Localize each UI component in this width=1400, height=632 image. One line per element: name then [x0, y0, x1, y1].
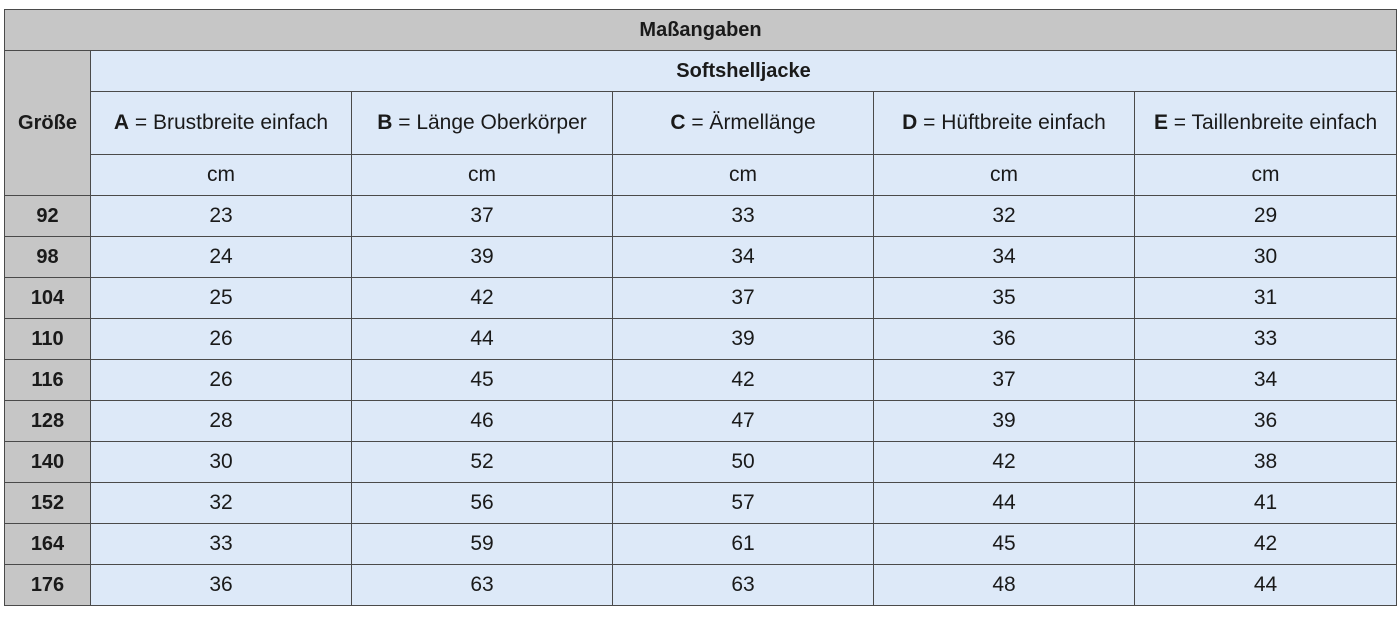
column-label: = Länge Oberkörper [392, 111, 587, 134]
value-cell: 45 [874, 524, 1135, 565]
value-cell: 45 [352, 360, 613, 401]
value-cell: 39 [613, 319, 874, 360]
value-cell: 48 [874, 565, 1135, 606]
size-cell: 104 [5, 278, 91, 319]
value-cell: 23 [91, 196, 352, 237]
value-cell: 37 [613, 278, 874, 319]
size-cell: 176 [5, 565, 91, 606]
column-header-c [613, 92, 874, 155]
value-cell: 39 [352, 237, 613, 278]
size-cell: 128 [5, 401, 91, 442]
value-cell: 28 [91, 401, 352, 442]
value-cell: 44 [352, 319, 613, 360]
value-cell: 32 [874, 196, 1135, 237]
value-cell: 36 [91, 565, 352, 606]
column-letter: A [113, 111, 130, 134]
value-cell: 59 [352, 524, 613, 565]
value-cell: 42 [874, 442, 1135, 483]
unit-cell: cm [613, 155, 874, 196]
value-cell: 35 [874, 278, 1135, 319]
value-cell: 38 [1135, 442, 1397, 483]
column-header-d [874, 92, 1135, 155]
value-cell: 63 [613, 565, 874, 606]
value-cell: 52 [352, 442, 613, 483]
table-row [5, 319, 1397, 360]
table-row [5, 360, 1397, 401]
value-cell: 30 [1135, 237, 1397, 278]
value-cell: 39 [874, 401, 1135, 442]
column-letter: E [1153, 111, 1168, 134]
column-letter: B [377, 111, 393, 134]
table-row [5, 524, 1397, 565]
value-cell: 29 [1135, 196, 1397, 237]
value-cell: 34 [613, 237, 874, 278]
table-row [5, 196, 1397, 237]
table-row [5, 442, 1397, 483]
value-cell: 46 [352, 401, 613, 442]
value-cell: 44 [1135, 565, 1397, 606]
column-label: = Taillenbreite einfach [1167, 111, 1378, 134]
column-label: = Ärmellänge [685, 111, 816, 134]
column-header-a [91, 92, 352, 155]
column-label: = Hüftbreite einfach [917, 111, 1106, 134]
unit-cell: cm [91, 155, 352, 196]
value-cell: 37 [352, 196, 613, 237]
size-cell: 110 [5, 319, 91, 360]
table-row [5, 483, 1397, 524]
size-column-header: Größe [5, 51, 91, 196]
table-title: Maßangaben [5, 10, 1397, 51]
table-row [5, 237, 1397, 278]
value-cell: 42 [352, 278, 613, 319]
value-cell: 47 [613, 401, 874, 442]
product-group-header: Softshelljacke [91, 51, 1397, 92]
value-cell: 25 [91, 278, 352, 319]
size-cell: 92 [5, 196, 91, 237]
column-header-e [1135, 92, 1397, 155]
size-cell: 152 [5, 483, 91, 524]
table-row [5, 401, 1397, 442]
column-label: = Brustbreite einfach [129, 111, 329, 134]
value-cell: 36 [1135, 401, 1397, 442]
value-cell: 63 [352, 565, 613, 606]
column-header-row [5, 92, 1397, 155]
unit-cell: cm [352, 155, 613, 196]
measurement-table [4, 9, 1397, 606]
value-cell: 34 [1135, 360, 1397, 401]
table-row [5, 565, 1397, 606]
value-cell: 36 [874, 319, 1135, 360]
value-cell: 57 [613, 483, 874, 524]
value-cell: 42 [613, 360, 874, 401]
value-cell: 32 [91, 483, 352, 524]
size-cell: 140 [5, 442, 91, 483]
value-cell: 26 [91, 360, 352, 401]
unit-cell: cm [1135, 155, 1397, 196]
size-cell: 164 [5, 524, 91, 565]
unit-row [5, 155, 1397, 196]
value-cell: 33 [613, 196, 874, 237]
table-row [5, 278, 1397, 319]
size-cell: 116 [5, 360, 91, 401]
unit-cell: cm [874, 155, 1135, 196]
value-cell: 33 [1135, 319, 1397, 360]
value-cell: 33 [91, 524, 352, 565]
value-cell: 56 [352, 483, 613, 524]
value-cell: 34 [874, 237, 1135, 278]
value-cell: 41 [1135, 483, 1397, 524]
value-cell: 44 [874, 483, 1135, 524]
value-cell: 61 [613, 524, 874, 565]
column-letter: C [670, 111, 686, 134]
value-cell: 50 [613, 442, 874, 483]
value-cell: 42 [1135, 524, 1397, 565]
column-header-b [352, 92, 613, 155]
value-cell: 31 [1135, 278, 1397, 319]
value-cell: 30 [91, 442, 352, 483]
column-letter: D [902, 111, 918, 134]
size-cell: 98 [5, 237, 91, 278]
value-cell: 24 [91, 237, 352, 278]
value-cell: 37 [874, 360, 1135, 401]
value-cell: 26 [91, 319, 352, 360]
size-chart [4, 9, 1397, 606]
